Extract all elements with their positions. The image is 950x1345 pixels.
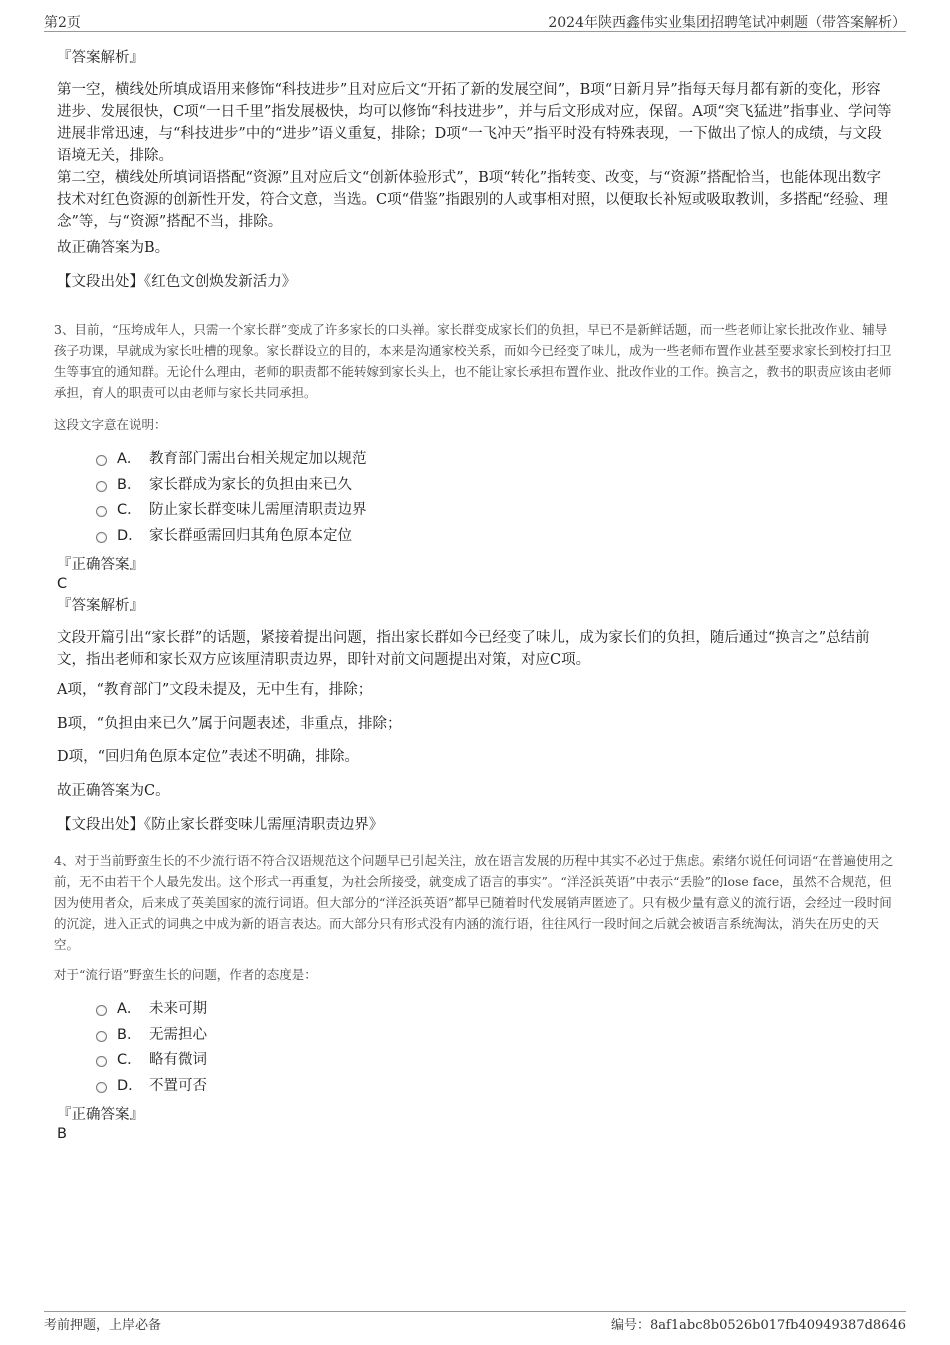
radio-icon[interactable] xyxy=(96,481,107,492)
q4-option-b[interactable] xyxy=(96,1025,207,1045)
q3-analysis-label: 『答案解析』 xyxy=(57,598,144,614)
option-letter: D． xyxy=(117,1078,143,1094)
q3-answer-label: 『正确答案』 xyxy=(57,557,144,573)
page-number: 第2页 xyxy=(44,15,81,31)
q3-conclusion: 故正确答案为C。 xyxy=(57,783,170,799)
radio-icon[interactable] xyxy=(96,1082,107,1093)
radio-icon[interactable] xyxy=(96,1005,107,1016)
footer-divider xyxy=(44,1311,906,1312)
option-letter: A． xyxy=(117,451,142,467)
q3-analysis: 文段开篇引出“家长群”的话题，紧接着提出问题，指出家长群如今已经变了味儿，成为家长们的负担，随后通过“换言之”总结前文，指出老师和家长双方应该厘清职责边界，即针对前文问题提出对策，对应C项。 xyxy=(57,630,870,668)
q3-note-b: B项，“负担由来已久”属于问题表述，非重点，排除； xyxy=(57,716,402,732)
option-text: 家长群成为家长的负担由来已久 xyxy=(149,477,352,493)
option-letter: B． xyxy=(117,1027,142,1043)
option-text: 略有微词 xyxy=(149,1052,207,1068)
radio-icon[interactable] xyxy=(96,506,107,517)
option-text: 不置可否 xyxy=(149,1078,207,1094)
option-text: 未来可期 xyxy=(149,1001,207,1017)
footer-serial-number: 编号：8af1abc8b0526b017fb40949387d8646 xyxy=(611,1318,906,1333)
q4-question: 对于“流行语”野蛮生长的问题，作者的态度是： xyxy=(54,967,317,982)
q4-answer: B xyxy=(57,1126,67,1142)
option-letter: A． xyxy=(117,1001,142,1017)
q3-option-c[interactable] xyxy=(96,500,367,520)
q3-option-a[interactable] xyxy=(96,449,367,469)
option-letter: B． xyxy=(117,477,142,493)
q2-analysis-para2: 第二空，横线处所填词语搭配“资源”且对应后文“创新体验形式”，B项“转化”指转变、改变，与“资源”搭配恰当，也能体现出数字技术对红色资源的创新性开发，符合文意，当选。C项“借鉴”指跟别的人或事相对照，以便取长补短或吸取教训，多搭配“经验、理念”等，与“资源”搭配不当，排除。 xyxy=(57,170,888,230)
footer-slogan: 考前押题，上岸必备 xyxy=(44,1318,162,1333)
page-header xyxy=(0,0,950,32)
q3-answer: C xyxy=(57,576,68,592)
option-text: 防止家长群变味儿需厘清职责边界 xyxy=(149,502,367,518)
q2-source: 【文段出处】《红色文创焕发新活力》 xyxy=(57,274,297,290)
option-letter: C． xyxy=(117,502,142,518)
q3-option-b[interactable] xyxy=(96,475,352,495)
radio-icon[interactable] xyxy=(96,455,107,466)
q2-analysis-para1: 第一空，横线处所填成语用来修饰“科技进步”且对应后文“开拓了新的发展空间”，B项“日新月异”指每天每月都有新的变化，形容进步、发展很快，C项“一日千里”指发展极快，均可以修饰“科技进步”，并与后文形成对应，保留。A项“突飞猛进”指事业、学问等进展非常迅速，与“科技进步”中的“进步”语义重复，排除；D项“一飞冲天”指平时没有特殊表现，一下做出了惊人的成绩，与文段语境无关，排除。 xyxy=(57,82,892,164)
option-text: 家长群亟需回归其角色原本定位 xyxy=(149,528,352,544)
q2-conclusion: 故正确答案为B。 xyxy=(57,240,170,256)
radio-icon[interactable] xyxy=(96,1031,107,1042)
q3-question: 这段文字意在说明： xyxy=(54,417,167,432)
q2-analysis-label: 『答案解析』 xyxy=(57,50,144,66)
q3-option-d[interactable] xyxy=(96,526,352,546)
q4-option-c[interactable] xyxy=(96,1050,207,1070)
q3-source: 【文段出处】《防止家长群变味儿需厘清职责边界》 xyxy=(57,817,384,833)
header-divider xyxy=(44,31,906,32)
option-letter: D． xyxy=(117,528,143,544)
radio-icon[interactable] xyxy=(96,1056,107,1067)
option-letter: C． xyxy=(117,1052,142,1068)
option-text: 教育部门需出台相关规定加以规范 xyxy=(149,451,367,467)
option-text: 无需担心 xyxy=(149,1027,207,1043)
q4-answer-label: 『正确答案』 xyxy=(57,1107,144,1123)
radio-icon[interactable] xyxy=(96,532,107,543)
q4-option-d[interactable] xyxy=(96,1076,207,1096)
q3-note-a: A项，“教育部门”文段未提及，无中生有，排除； xyxy=(57,682,373,698)
document-title: 2024年陕西鑫伟实业集团招聘笔试冲刺题（带答案解析） xyxy=(548,15,906,31)
q4-stem: 4、对于当前野蛮生长的不少流行语不符合汉语规范这个问题早已引起关注，放在语言发展的历程中其实不必过于焦虑。索绪尔说任何词语“在普遍使用之前，无不由若干个人最先发出。这个形式一再重复，为社会所接受，就变成了语言的事实”。“洋泾浜英语”中表示“丢脸”的lose face，虽然不合规范，但因为使用者众，后来成了英美国家的流行词语。但大部分的“洋泾浜英语”都早已随着时代发展销声匿迹了。只有极少量有意义的流行语，会经过一段时间的沉淀，进入正式的词典之中成为新的语言表达。而大部分只有形式没有内涵的流行语，往往风行一段时间之后就会被语言系统淘汰，消失在历史的天空。 xyxy=(54,853,894,952)
q3-stem: 3、目前，“压垮成年人，只需一个家长群”变成了许多家长的口头禅。家长群变成家长们的负担，早已不是新鲜话题，而一些老师让家长批改作业、辅导孩子功课，早就成为家长吐槽的现象。家长群设立的目的，本来是沟通家校关系，而如今已经变了味儿，成为一些老师布置作业甚至要求家长到校打扫卫生等事宜的通知群。无论什么理由，老师的职责都不能转嫁到家长头上，也不能让家长承担布置作业、批改作业的工作。换言之，教书的职责应该由老师承担，育人的职责可以由老师与家长共同承担。 xyxy=(54,322,892,400)
q4-option-a[interactable] xyxy=(96,999,207,1019)
q3-note-d: D项，“回归角色原本定位”表述不明确，排除。 xyxy=(57,749,359,765)
